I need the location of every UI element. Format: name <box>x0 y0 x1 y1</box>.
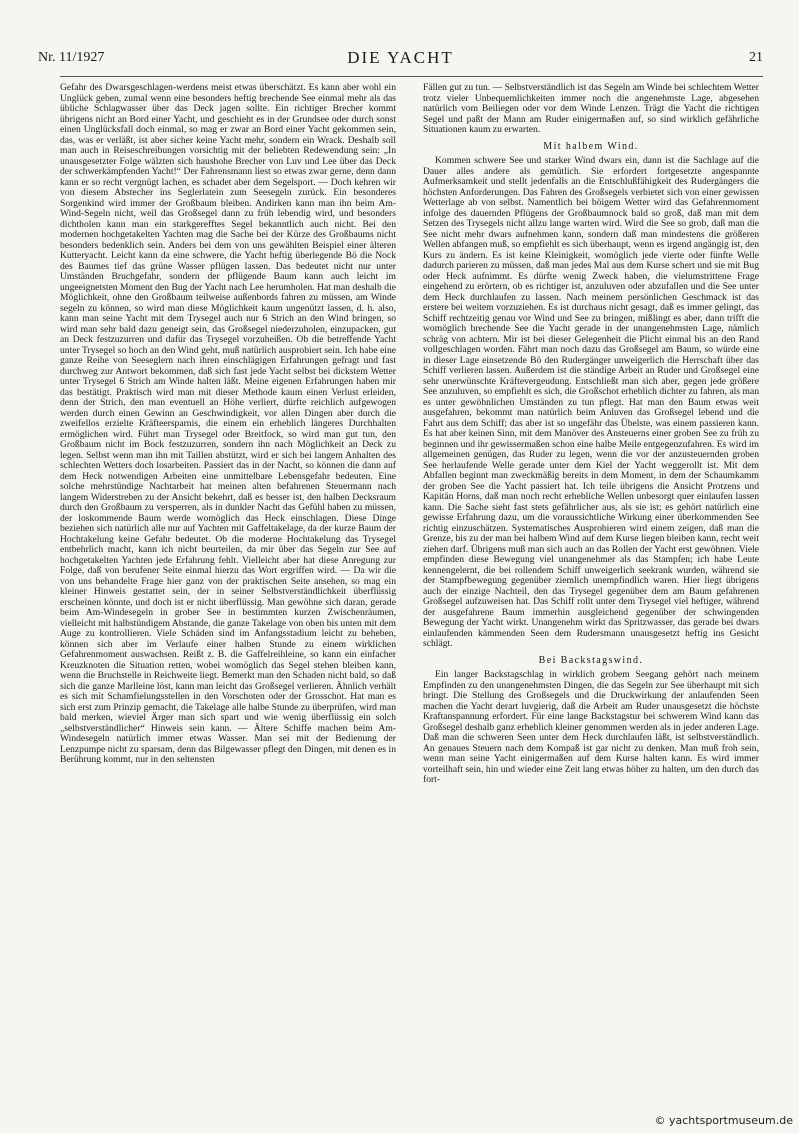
header-rule <box>60 76 763 77</box>
page-number: 21 <box>749 50 763 65</box>
page-header <box>38 40 763 67</box>
left-column <box>60 83 396 1091</box>
section-heading-backstagswind: Bei Backstagswind. <box>538 654 644 666</box>
section1-paragraph: Kommen schwere See und starker Wind dwars ein, dann ist die Sachlage auf die Dauer alles andere als gemütlich. Sie erfordert fortgesetzte angespannte Aufmerksamkeit und stellt jedenfalls an die Entschlußfähigkeit des Rudergängers die höchsten Anforderungen. Das Fahren des Großsegels verbietet sich von einer gewissen Wetterlage ab von selbst. Namentlich bei böigem Wetter wird das Gefahrenmoment infolge des dauernden Pflügens der Großbaumnock bald so groß, daß man mit dem Setzen des Trysegels nicht allzu lange warten wird. Wird die See so grob, daß man die See nicht mehr dwars aufnehmen kann, sondern daß man mindestens die größeren Wellen abfangen muß, so empfiehlt es sich überhaupt, wenn es irgend angängig ist, den Kurs zu ändern. Es ist keine Kleinigkeit, womöglich jede vierte oder fünfte Welle dadurch parieren zu müssen, daß man jedes Mal aus dem Kurse schert und sie mit Bug oder Heck aufnimmt. Es dürfte wenig Zweck haben, die vielumstrittene Frage eingehend zu erörtern, ob es richtiger ist, anzuluven oder abzufallen und die See unter dem Heck durchlaufen zu lassen. Nach meinem persönlichen Geschmack ist das erstere bei weitem vorzuziehen. Es ist durchaus nicht gesagt, daß es immer gelingt, das Schiff rechtzeitig genau vor Wind und See zu bringen, mißlingt es aber, dann trifft die womöglich brechende See die Yacht gerade in der unangenehmsten Lage, nämlich schräg von achtern. Mir ist bei dieser Gelegenheit die Plicht einmal bis an den Rand vollgeschlagen worden. Fährt man noch dazu das Großsegel am Baum, so würde eine in dieser Lage einsetzende Bö den Rudergänger unweigerlich die Herrschaft über das Schiff verlieren lassen. Außerdem ist die ständige Arbeit an Ruder und Großsegel eine sehr unerwünschte Kräftevergeudung. Entschließt man sich aber, gegen jede größere See anzuluven, so empfiehlt es sich, die Großschot erheblich dichter zu fahren, als man es unter gewöhnlichen Umständen zu tun pflegt. Hat man den Baum etwas weit ausgefahren, bekommt man natürlich beim Anluven das Großsegel lebend und die Fahrt aus dem Schiff; das aber ist so ungefähr das Übelste, was einem passieren kann. Es hat aber keinen Sinn, mit dem Manöver des Ansteuerns einer groben See zu früh zu beginnen und ihr gewissermaßen schon eine halbe Meile entgegenzufahren. Es wird im allgemeinen genügen, das Ruder zu legen, wenn die vor der anzusteuernden groben See herlaufende Welle gerade unter dem Kiel der Yacht weggerollt ist. Mit dem Abfallen beginnt man zweckmäßig bereits in dem Moment, in dem der Schaumkamm der groben See die Yacht passiert hat. Ich teile übrigens die Ansicht Protzens und Kapitän Horns, daß man noch recht erhebliche Wellen unbesorgt quer einlaufen lassen kann. Die Sache sieht fast stets gefährlicher aus, als sie ist; es gehört natürlich eine gewisse Erfahrung dazu, um die voraussichtliche Wirkung einer überkommenden See richtig einzuschätzen. Systematisches Ausprobieren wird einem zeigen, daß man die Grenze, bis zu der man bei halbem Wind auf dem Kurse liegen bleiben kann, recht weit ziehen darf. Übrigens muß man sich auch an das Rollen der Yacht erst gewöhnen. Viele empfinden diese Bewegung viel unangenehmer als das Stampfen; ich habe Leute kennengelernt, die bei rollendem Schiff unweigerlich seekrank wurden, während sie der Stampfbewegung gegenüber ziemlich unempfindlich waren. Hier liegt übrigens auch der einzige Nachteil, den das Trysegel gegenüber dem am Baum gefahrenen Großsegel aufzuweisen hat. Das Schiff rollt unter dem Trysegel viel heftiger, während der ausgefahrene Baum immerhin ausgleichend gegenüber der schwingenden Bewegung der Yacht wirkt. Unangenehm wirkt das Spritzwasser, das gerade bei dwars einlaufenden kämmenden Seen dem Rudersmann unausgesetzt heftig ins Gesicht schlägt. <box>423 155 759 649</box>
right-intro-paragraph: Fällen gut zu tun. — Selbstverständlich ist das Segeln am Winde bei schlechtem Wetter trotz vieler Unbequemlichkeiten immer noch die angenehmste Lage, abgesehen natürlich vom Beiliegen oder vor dem Winde Lenzen. Trägt die Yacht die richtigen Segel und paßt der Mann am Ruder einigermaßen auf, so sind wirklich gefährliche Situationen kaum zu erwarten. <box>423 83 759 135</box>
section-heading-halbem-wind: Mit halbem Wind. <box>543 140 639 152</box>
magazine-title: DIE YACHT <box>347 48 454 67</box>
copyright-notice: © yachtsportmuseum.de <box>654 1114 793 1127</box>
left-paragraph: Gefahr des Dwarsgeschlagen-werdens meist etwas überschätzt. Es kann aber wohl ein Unglück geben, zumal wenn eine besonders heftig brechende See einmal mehr als das übliche Schlagwasser über das Deck jagen sollte. Ein richtiger Brecher kommt übrigens nicht an Bord einer Yacht, und geschieht es in der Grundsee oder durch sonst einen Unglücksfall doch einmal, so mag er zwar an Bord einer Yacht gekommen sein, das, was er verläßt, ist aber sicher keine Yacht mehr, sondern ein Wrack. Deshalb soll man auch in Reiseschreibungen vorsichtig mit der beliebten Redewendung sein: „In unausgesetzter Folge wälzten sich haushohe Brecher von Luv und Lee über das Deck der schwerkämpfenden Yacht!“ Der Fahrensmann liest so etwas zwar gerne, denn dann kann er so recht vergnügt lachen, es schadet aber dem Segelsport. — Doch kehren wir von diesem Abstecher ins Seglerlatein zum Seesegeln zurück. Ein besonderes Sorgenkind wird immer der Großbaum bleiben. Andirken kann man ihn beim Am-Wind-Segeln nicht, weil das Großsegel dann zu früh lebendig wird, und besonders dichtholen kann man ein starkgerefftes Segel bekanntlich auch nicht. Bei den modernen hochgetakelten Yachten mag die Sache bei der Kürze des Großbaums nicht besonders bedenklich sein. Anders bei dem von uns gewählten Beispiel einer älteren Kutteryacht. Leicht kann da eine schwere, die Yacht heftig überlegende Bö die Nock des Baumes tief das grüne Wasser pflügen lassen. Das bedeutet nicht nur unter Umständen Bruchgefahr, sondern der pflügende Baum kann auch leicht im ungeeignetsten Moment den Bug der Yacht nach Lee herumholen. Hat man deshalb die Möglichkeit, ohne den Großbaum teilweise außenbords fahren zu müssen, am Winde segeln zu können, so wird man diese Möglichkeit kaum ungenützt lassen, d. h. also, kann man seine Yacht mit dem Trysegel auch nur 6 Strich an den Wind bringen, so wird man sehr bald dazu geneigt sein, das Großsegel niederzuholen, einzupacken, gut an Deck festzuzurren und dafür das Trysegel vorzuheißen. Ob die betreffende Yacht unter Trysegel so hoch an den Wind geht, muß natürlich ausprobiert sein. Ich habe eine ganze Reihe von Seeseglern nach ihren einschlägigen Erfahrungen gefragt und fast durchweg zur Antwort bekommen, daß sich fast jede Yacht selbst bei dickstem Wetter unter Trysegel 6 Strich am Winde halten läßt. Meine eigenen Erfahrungen haben mir das bestätigt. Praktisch wird man mit dieser Methode kaum einen Verlust erleiden, denn der Strich, den man eventuell an Höhe verliert, dürfte reichlich aufgewogen werden durch einen Gewinn an Geschwindigkeit, vor allen Dingen aber durch die zweifellos erzielte Kräfteersparnis, die einem ein erheblich längeres Durchhalten ermöglichen wird. Führt man Trysegel oder Breitfock, so wird man gut tun, den Großbaum nicht im Bock festzuzurren, sondern ihn nach Möglichkeit an Deck zu legen. Selbst wenn man ihn mit Taillen abstützt, wird er sich bei langem Anhalten des schlechten Wetters doch losarbeiten. Passiert das in der Nacht, so können die dann auf dem Heck notwendigen Arbeiten eine unmittelbare Lebensgefahr bedeuten. Eine solche mehrstündige Nachtarbeit hat meinen alten befahrenen Steuermann nach langem Widerstreben zu der Ansicht bekehrt, daß es besser ist, den halben Decksraum durch den Großbaum zu versperren, als in dunkler Nacht das Gefühl haben zu müssen, der loskommende Baum werde womöglich das Heck einschlagen. Diese Dinge beziehen sich natürlich alle nur auf Yachten mit Gaffeltakelage, da der kurze Baum der Hochtakelung keine Gefahr bedeutet. Ob die moderne Hochtakelung das Trysegel entbehrlich macht, kann ich nicht beurteilen, da mir über das Segeln zur See auf hochgetakelten Yachten jede Erfahrung fehlt. Vielleicht aber hat diese Anregung zur Folge, daß von berufener Seite einmal hierzu das Wort ergriffen wird. — Da wir die von uns behandelte Frage hier ganz von der praktischen Seite ansehen, so mag ein kleiner Hinweis gestattet sein, der in seiner Selbstverständlichkeit überflüssig erscheinen könnte, und doch ist er nicht überflüssig. Man gewöhne sich daran, gerade beim Am-Windesegeln in grober See in bestimmten kurzen Zwischenräumen, vielleicht mit halbstündigem Abstande, die ganze Takelage von oben bis unten mit dem Auge zu kontrollieren. Viele Schäden sind im Anfangsstadium leicht zu beheben, können sich aber im Verlaufe einer halben Stunde zu einem wirklichen Gefahrenmoment auswachsen. Reißt z. B. die Gaffelreihleine, so kann ein einfacher Kreuzknoten die Situation retten, wobei womöglich das Segel stehen bleiben kann, wenn die Bruchstelle in Reichweite liegt. Bemerkt man den Schaden nicht bald, so daß sich die ganze Marlleine löst, kann man leicht das Großsegel verlieren. Ähnlich verhält es sich mit Schamfielungsstellen in den Vorschoten oder der Grosschot. Hat man es sich erst zum Prinzip gemacht, die Takelage alle halbe Stunde zu überprüfen, wird man bald merken, wieviel Ärger man sich spart und wie wenig überflüssig ein solch „selbstverständlicher“ Hinweis sein kann. — Ältere Schiffe machen beim Am-Windesegeln natürlich immer etwas Wasser. Man sei mit der Bedienung der Lenzpumpe nicht zu sparsam, denn das Bilgewasser pflegt den Dingen, mit denen es in Berührung kommt, nur in den seltensten <box>60 83 396 765</box>
issue-number: Nr. 11/1927 <box>38 50 105 65</box>
right-column <box>423 83 759 1091</box>
section2-paragraph: Ein langer Backstagschlag in wirklich grobem Seegang gehört nach meinem Empfinden zu den unangenehmsten Dingen, die das Segeln zur See überhaupt mit sich bringt. Die Stellung des Großsegels und die Druckwirkung der anlaufenden Seen machen die Yacht derart luvgierig, daß die Arbeit am Ruder unausgesetzt die höchste Kraftanspannung erfordert. Für eine lange Backstagstur bei schwerem Wind kann das Großsegel deshalb ganz erheblich kleiner genommen werden als in jeder anderen Lage. Daß man die schweren Seen unter dem Heck durchlaufen läßt, ist selbstverständlich. An genaues Steuern nach dem Kompaß ist gar nicht zu denken. Man muß froh sein, wenn man seine Yacht einigermaßen auf dem Kurse halten kann. Es wird immer vorteilhaft sein, hin und wieder eine Zeit lang etwas höher zu halten, um den durch das fort- <box>423 669 759 785</box>
